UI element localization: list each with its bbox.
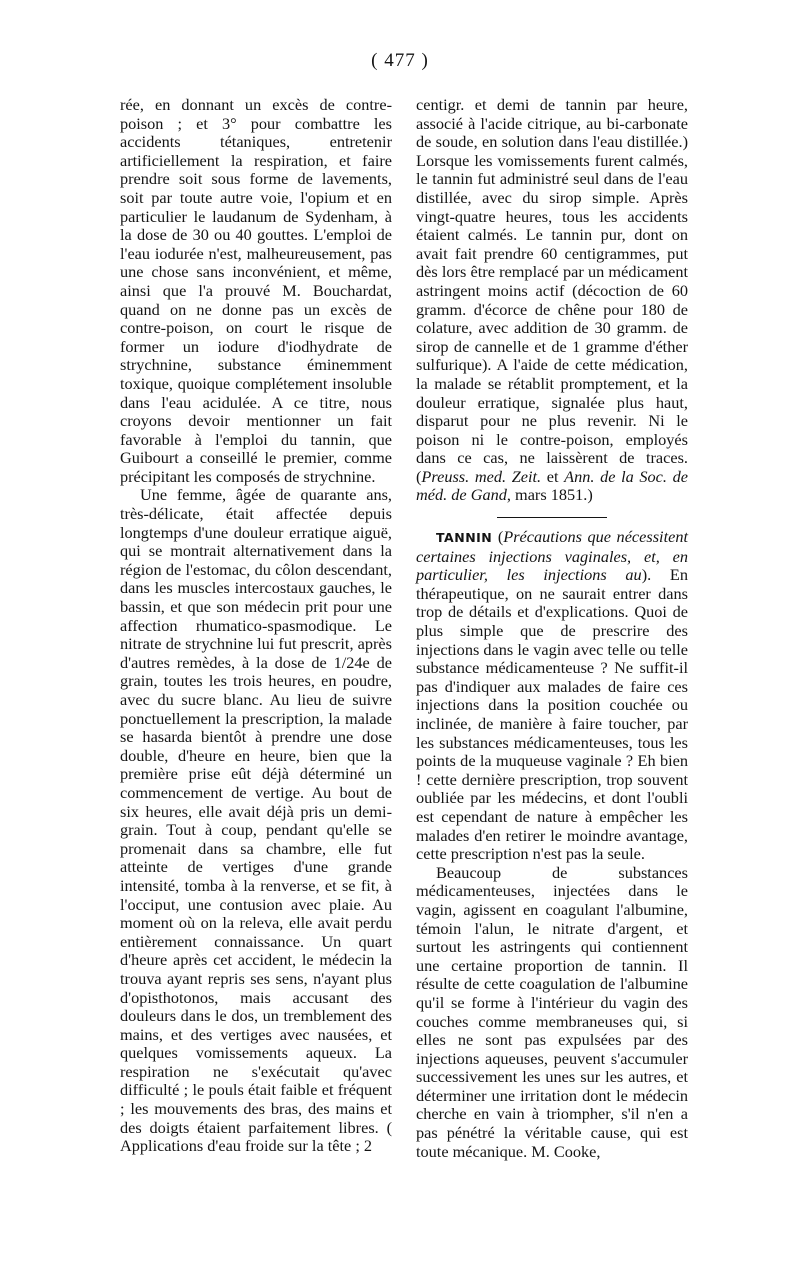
- citation: [416, 467, 688, 505]
- right-column: [416, 96, 688, 1161]
- left-paragraph-case-report: Une femme, âgée de quarante ans, très-délicate, était affectée depuis longtemps d'une douleur erratique aiguë, qui se montrait alternativement dans la région de l'estomac, du côlon descendant, dans les muscles intercostaux gauches, le bassin, et que son médecin prit pour une affection rhumatico-spasmodique. Le nitrate de strychnine lui fut prescrit, après d'autres remèdes, à la dose de 1/24e de grain, toutes les trois heures, en poudre, avec du sucre blanc. Au lieu de suivre ponctuellement la prescription, la malade se hasarda bientôt à prendre une dose double, d'heure en heure, bien que la première prise eût déjà déterminé un commencement de vertige. Au bout de six heures, elle avait déjà pris un demi-grain. Tout à coup, pendant qu'elle se promenait dans sa chambre, elle fut atteinte de vertiges d'une grande intensité, tomba à la renverse, et se fit, à l'occiput, une contusion avec plaie. Au moment où on la releva, elle avait perdu entièrement connaissance. Un quart d'heure après cet accident, le médecin la trouva ayant repris ses sens, n'ayant plus d'opisthotonos, mais accusant des douleurs dans le dos, un tremblement des mains, et des vertiges avec nausées, et quelques vomissements aqueux. La respiration ne s'exécutait qu'avec difficulté ; le pouls était faible et fréquent ; les mouvements des bras, des mains et des doigts étaient parfaitement libres. ( Applications d'eau froide sur la tête ; 2: [120, 485, 392, 1156]
- entry-tannin: [416, 528, 688, 864]
- entry-body: En thérapeutique, on ne saurait entrer dans trop de détails et d'explications. Quoi de plus simple que de prescrire des injections dans le vagin avec telle ou telle substance médicamenteuse ? Ne suffit-il pas d'indiquer aux malades de faire ces injections dans la position couchée ou inclinée, de manière à faire toucher, par les substances médicamenteuses, tous les points de la muqueuse vaginale ? Eh bien ! cette dernière prescription, trop souvent oubliée par les médecins, et dont l'oubli est cependant de nature à empêcher les malades d'en retirer le moindre avantage, cette prescription n'est pas la seule.: [416, 565, 688, 864]
- right-paragraph-continuation: [416, 96, 688, 505]
- citation-and: et: [541, 466, 565, 486]
- entry-title-close: ).: [641, 565, 652, 585]
- right-paragraph-albumin: Beaucoup de substances médicamenteuses, injectées dans le vagin, agissent en coagulant l'albumine, témoin l'alun, le nitrate d'argent, et surtout les astringents qui contiennent une certaine proportion de tannin. Il résulte de cette coagulation de l'albumine qu'il se forme à l'intérieur du vagin des couches comme membraneuses qui, si elles ne sont pas expulsées par des injections aqueuses, peuvent s'accumuler successivement les unes sur les autres, et déterminer une irritation dont le médecin cherche en vain à triompher, s'il n'en a pas pénétré la véritable cause, qui est toute mécanique. M. Cooke,: [416, 862, 688, 1161]
- citation-source-2: Ann. de la Soc. de méd. de Gand: [416, 466, 688, 505]
- citation-date: , mars 1851.): [506, 485, 593, 505]
- left-column: [120, 96, 392, 1156]
- citation-open: (: [416, 466, 422, 486]
- entry-heading: TANNIN: [436, 530, 493, 546]
- section-divider: [497, 517, 607, 518]
- right-paragraph-text: centigr. et demi de tannin par heure, associé à l'acide citrique, au bi-carbonate de soude, en solution dans l'eau distillée.) Lorsque les vomissements furent calmés, le tannin fut administré seul dans de l'eau distillée, avec du sirop simple. Après vingt-quatre heures, tous les accidents étaient calmés. Le tannin pur, dont on avait fait prendre 60 centigrammes, put dès lors être remplacé par un médicament astringent moins actif (décoction de 60 gramm. d'écorce de chêne pour 180 de colature, avec addition de 30 gramm. de sirop de cannelle et de 1 gramme d'éther sulfurique). A l'aide de cette médication, la malade se rétablit promptement, et la douleur erratique, signalée plus haut, disparut pour ne plus revenir. Ni le poison ni le contre-poison, employés dans ce cas, ne laissèrent de traces.: [416, 95, 688, 468]
- entry-title: Précautions que nécessitent certaines injections vaginales, et, en particulier, les injections au: [416, 527, 688, 585]
- left-paragraph-continuation: rée, en donnant un excès de contre-poison ; et 3° pour combattre les accidents tétaniques, entretenir artificiellement la respiration, et faire prendre soit sous forme de lavements, soit par toute autre voie, l'opium et en particulier le laudanum de Sydenham, à la dose de 30 ou 40 gouttes. L'emploi de l'eau iodurée n'est, malheureusement, pas une chose sans inconvénient, et même, ainsi que l'a prouvé M. Bouchardat, quand on ne donne pas un excès de contre-poison, on court le risque de former un iodure d'iodhydrate de strychnine, substance éminemment toxique, quoique complétement insoluble dans l'eau acidulée. A ce titre, nous croyons devoir mentionner un fait favorable à l'emploi du tannin, que Guibourt a conseillé le premier, comme précipitant les composés de strychnine.: [120, 95, 392, 486]
- citation-source-1: Preuss. med. Zeit.: [421, 466, 542, 486]
- entry-title-open: (: [492, 527, 504, 547]
- page-number: ( 477 ): [371, 50, 429, 71]
